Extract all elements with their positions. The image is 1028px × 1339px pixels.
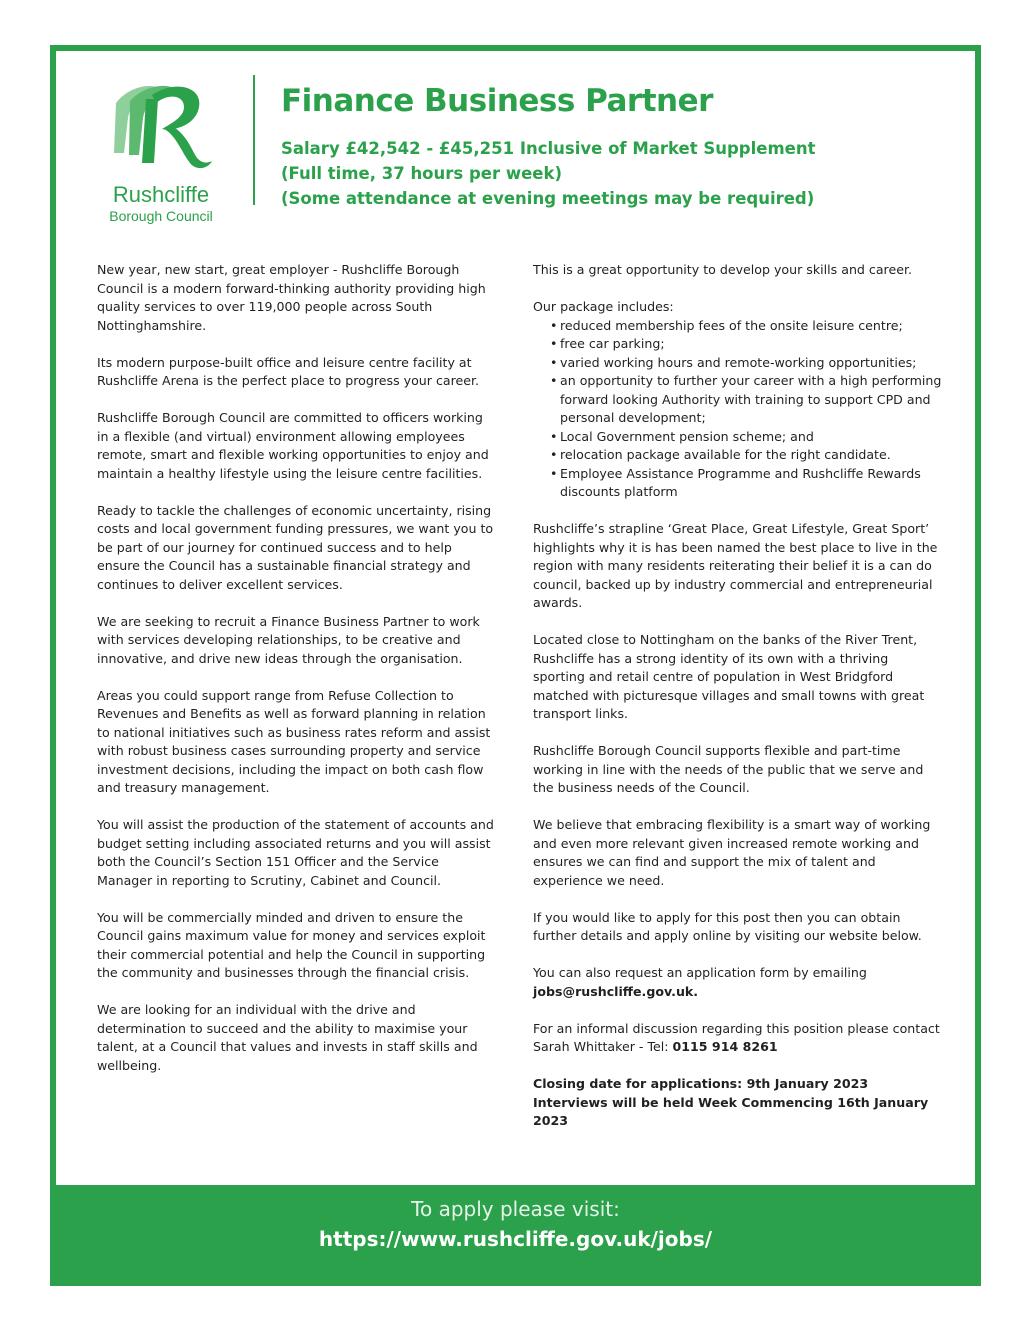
paragraph: We are looking for an individual with the drive and determination to succeed and the ability to maximise your talent, at a Council that values and invests in staff skills and wellbeing. xyxy=(97,1002,478,1073)
advert-frame xyxy=(50,45,981,1286)
paragraph: Its modern purpose-built office and leisure centre facility at Rushcliffe Arena is the perfect place to progress your career. xyxy=(97,354,480,388)
apply-url-link[interactable]: https://www.rushcliffe.gov.uk/jobs/ xyxy=(318,1227,713,1251)
bullet-icon: • xyxy=(550,373,558,388)
paragraph: Rushcliffe’s strapline ‘Great Place, Great Lifestyle, Great Sport’ highlights why it is has been named the best place to live in the region with many residents reiterating their belief it is a can do council, backed up by industry commercial and entrepreneurial awards. xyxy=(533,521,938,610)
footer-banner xyxy=(56,1185,975,1280)
paragraph: Rushcliffe Borough Council supports flexible and part-time working in line with the needs of the public that we serve and the business needs of the Council. xyxy=(533,743,924,795)
email-link[interactable]: jobs@rushcliffe.gov.uk. xyxy=(533,983,699,999)
paragraph: Located close to Nottingham on the banks of the River Trent, Rushcliffe has a strong identity of its own with a thriving sporting and retail centre of population in West Bridgford matched with picturesque villages and small towns with great transport links. xyxy=(533,632,925,721)
phone-number[interactable]: 0115 914 8261 xyxy=(672,1039,778,1054)
bullet-icon: • xyxy=(550,354,558,370)
logo-name: Rushcliffe xyxy=(112,182,210,207)
list-item: • varied working hours and remote-working opportunities; xyxy=(560,354,943,373)
job-title: Finance Business Partner xyxy=(281,83,713,119)
paragraph: We believe that embracing flexibility is a smart way of working and even more relevant given increased remote working and ensures we can find and support the mix of talent and experience we need. xyxy=(533,817,931,888)
logo-subtitle: Borough Council xyxy=(109,208,213,224)
contact-text: For an informal discussion regarding this position please contact Sarah Whittaker - Tel: xyxy=(533,1020,940,1054)
email-paragraph xyxy=(533,964,943,1001)
paragraph: We are seeking to recruit a Finance Business Partner to work with services developing relationships, to be creative and innovative, and drive new ideas through the organisation. xyxy=(97,613,480,666)
list-item: • relocation package available for the right candidate. xyxy=(560,446,943,465)
paragraph: Areas you could support range from Refuse Collection to Revenues and Benefits as well as forward planning in relation to national initiatives such as business rates reform and assist with robust business cases surrounding property and service investment decisions, including the impact on both cash flow and treasury management. xyxy=(97,687,491,795)
right-column xyxy=(533,261,943,1149)
council-logo xyxy=(96,73,226,224)
paragraph: Ready to tackle the challenges of economic uncertainty, rising costs and local government funding pressures, we want you to be part of our journey for continued success and to help ensure the Council has a sustainable financial strategy and continues to deliver excellent services. xyxy=(97,502,494,592)
header xyxy=(56,51,975,241)
bullet-icon: • xyxy=(550,447,558,462)
paragraph: You will assist the production of the statement of accounts and budget setting including associated returns and you will assist both the Council’s Section 151 Officer and the Service Manager in reporting to Scrutiny, Cabinet and Council. xyxy=(97,817,494,888)
interview-date: Interviews will be held Week Commencing 16th January 2023 xyxy=(533,1094,929,1128)
apply-prompt: To apply please visit: xyxy=(411,1197,620,1221)
rushcliffe-r-icon xyxy=(106,73,216,178)
bullet-icon: • xyxy=(550,465,558,481)
bullet-icon: • xyxy=(550,336,558,351)
package-intro: Our package includes: xyxy=(533,299,674,314)
hours-line: (Full time, 37 hours per week) xyxy=(281,164,562,183)
paragraph: This is a great opportunity to develop your skills and career. xyxy=(533,262,912,277)
bullet-icon: • xyxy=(550,317,558,333)
salary-line: Salary £42,542 - £45,251 Inclusive of Market Supplement xyxy=(281,139,816,158)
list-item: • Employee Assistance Programme and Rushcliffe Rewards discounts platform xyxy=(550,465,921,499)
bullet-icon: • xyxy=(550,428,558,444)
left-column xyxy=(97,261,497,1094)
dates-paragraph xyxy=(533,1075,943,1131)
package-list xyxy=(533,317,943,502)
paragraph: New year, new start, great employer - Rushcliffe Borough Council is a modern forward-thinking authority providing high quality services to over 119,000 people across South Nottinghamshire. xyxy=(97,262,486,333)
list-item: • free car parking; xyxy=(560,335,943,354)
paragraph: Rushcliffe Borough Council are committed to officers working in a flexible (and virtual) environment allowing employees remote, smart and flexible working opportunities to enjoy and maintain a healthy lifestyle using the leisure centre facilities. xyxy=(97,410,489,481)
list-item: • an opportunity to further your career with a high performing forward looking Authority with training to support CPD and personal development; xyxy=(550,373,942,425)
closing-date: Closing date for applications: 9th January 2023 xyxy=(533,1076,869,1091)
list-item: • reduced membership fees of the onsite leisure centre; xyxy=(560,317,943,336)
header-divider xyxy=(253,75,255,205)
contact-paragraph xyxy=(533,1020,943,1057)
paragraph: You will be commercially minded and driven to ensure the Council gains maximum value for money and services exploit their commercial potential and help the Council in supporting the community and businesses through the financial crisis. xyxy=(97,909,486,980)
email-intro: You can also request an application form by emailing xyxy=(533,965,867,980)
paragraph: If you would like to apply for this post then you can obtain further details and apply online by visiting our website below. xyxy=(533,909,922,943)
meetings-line: (Some attendance at evening meetings may be required) xyxy=(281,189,815,208)
list-item: • Local Government pension scheme; and xyxy=(560,428,943,447)
